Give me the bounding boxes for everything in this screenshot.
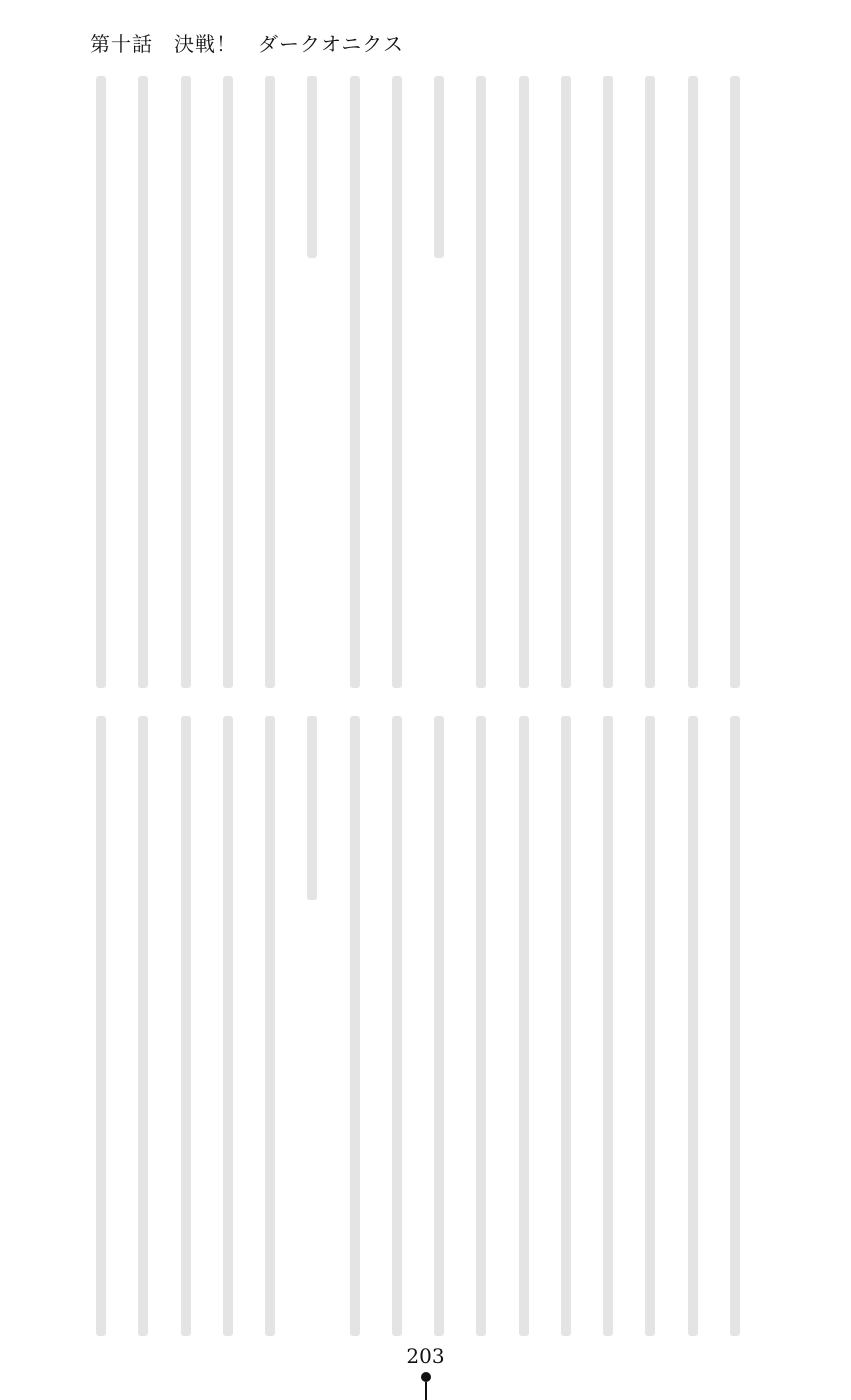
text-column: [342, 712, 368, 1340]
text-column: [511, 712, 537, 1340]
page-number: 203: [406, 1344, 445, 1368]
text-column: [468, 72, 494, 692]
text-column: [468, 712, 494, 1340]
page-marker-icon: [421, 1372, 431, 1382]
body-text-upper-block: [88, 72, 748, 692]
text-column: [299, 712, 325, 1340]
text-column: [215, 72, 241, 692]
text-column: [215, 712, 241, 1340]
text-column: [257, 72, 283, 692]
text-column: [637, 72, 663, 692]
text-column: [130, 712, 156, 1340]
text-column: [173, 72, 199, 692]
text-column: [595, 72, 621, 692]
chapter-header: 第十話 決戦！ ダークオニクス: [90, 32, 404, 56]
text-column: [680, 712, 706, 1340]
text-column: [130, 72, 156, 692]
text-column: [637, 712, 663, 1340]
text-column: [426, 72, 452, 692]
text-column: [722, 72, 748, 692]
text-column: [511, 72, 537, 692]
text-column: [88, 72, 114, 692]
text-column: [88, 712, 114, 1340]
text-column: [257, 712, 283, 1340]
text-column: [426, 712, 452, 1340]
text-column: [384, 72, 410, 692]
text-column: [553, 712, 579, 1340]
text-column: [680, 72, 706, 692]
body-text-lower-block: [88, 712, 748, 1340]
text-column: [384, 712, 410, 1340]
text-column: [299, 72, 325, 692]
text-column: [553, 72, 579, 692]
text-column: [595, 712, 621, 1340]
text-column: [173, 712, 199, 1340]
text-column: [342, 72, 368, 692]
text-column: [722, 712, 748, 1340]
